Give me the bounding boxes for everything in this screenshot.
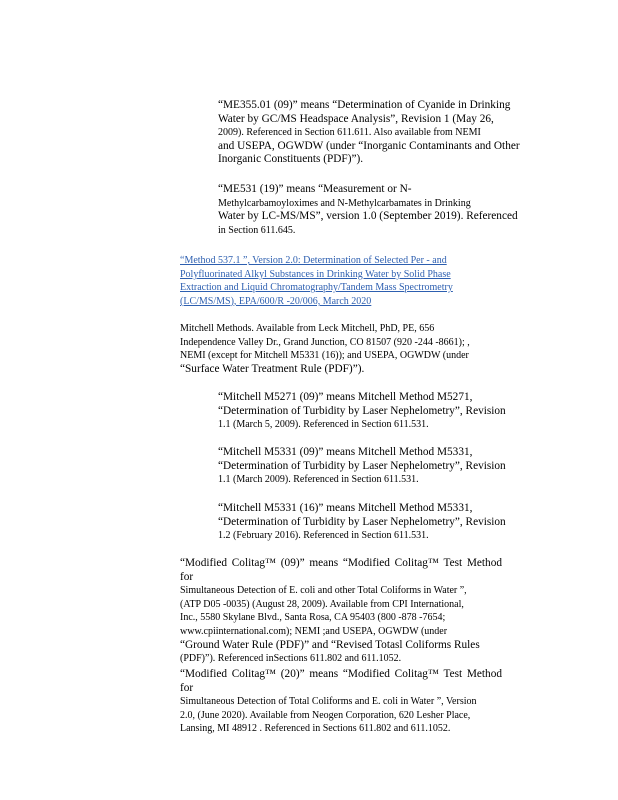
definition-mitchell-m5271 (218, 391, 538, 432)
text-line: Inorganic Constituents (PDF)”). (218, 153, 364, 166)
text-line: 1.1 (March 5, 2009). Referenced in Section 611.531. (218, 419, 429, 431)
text-line: 2009). Referenced in Section 611.611. Also available from NEMI (218, 127, 481, 139)
text-line: Extraction and Liquid Chromatography/Tandem Mass Spectrometry (180, 282, 453, 294)
text-line: Methylcarbamoyloximes and N-Methylcarbamates in Drinking (218, 197, 471, 209)
text-line: (ATP D05 -0035) (August 28, 2009). Available from CPI International, (180, 598, 464, 610)
text-line: “Modified Colitag™ (09)” means “Modified Colitag™ Test Method for (180, 557, 502, 583)
text-line: 1.2 (February 2016). Referenced in Section 611.531. (218, 530, 429, 542)
text-line: NEMI (except for Mitchell M5331 (16)); and USEPA, OGWDW (under (180, 350, 469, 362)
text-line: “Mitchell M5331 (16)” means Mitchell Method M5331, (218, 502, 473, 514)
text-line: “ME531 (19)” means “Measurement or N- (218, 183, 412, 195)
text-line: www.cpiinternational.com); NEMI ;and USEPA, OGWDW (under (180, 625, 448, 637)
text-line: in Section 611.645. (218, 224, 296, 236)
text-line: “Determination of Turbidity by Laser Nephelometry”, Revision (218, 515, 506, 528)
text-line: “Determination of Turbidity by Laser Nephelometry”, Revision (218, 404, 506, 417)
definition-modified-colitag-09 (180, 557, 502, 666)
definition-mitchell-m5331-09 (218, 446, 538, 487)
text-line: “Mitchell M5331 (09)” means Mitchell Method M5331, (218, 446, 473, 458)
definition-mitchell-m5331-16 (218, 502, 538, 543)
text-line: Inc., 5580 Skylane Blvd., Santa Rosa, CA 95403 (800 -878 -7654; (180, 612, 446, 624)
text-line: Mitchell Methods. Available from Leck Mitchell, PhD, PE, 656 (180, 323, 435, 334)
definition-mitchell-methods (180, 322, 502, 376)
text-line: “Surface Water Treatment Rule (PDF)”). (180, 362, 365, 375)
method-537-link[interactable] (180, 254, 502, 308)
text-line: (PDF)”). Referenced inSections 611.802 and 611.1052. (180, 653, 402, 665)
text-line: 2.0, (June 2020). Available from Neogen Corporation, 620 Lesher Place, (180, 709, 471, 721)
text-line: (LC/MS/MS), EPA/600/R -20/006, March 2020 (180, 295, 372, 307)
text-line: Lansing, MI 48912 . Referenced in Sections 611.802 and 611.1052. (180, 723, 451, 735)
text-line: Simultaneous Detection of E. coli and other Total Coliforms in Water ”, (180, 585, 467, 597)
text-line: Water by GC/MS Headspace Analysis”, Revision 1 (May 26, (218, 112, 494, 125)
text-line: and USEPA, OGWDW (under “Inorganic Contaminants and Other (218, 139, 520, 152)
text-line: 1.1 (March 2009). Referenced in Section 611.531. (218, 474, 419, 486)
text-line: “Mitchell M5271 (09)” means Mitchell Method M5271, (218, 391, 473, 403)
text-line: Simultaneous Detection of Total Coliforms and E. coli in Water ”, Version (180, 696, 477, 708)
text-line: “Modified Colitag™ (20)” means “Modified Colitag™ Test Method for (180, 668, 502, 694)
text-line: Polyfluorinated Alkyl Substances in Drinking Water by Solid Phase (180, 268, 451, 280)
definition-me531 (218, 183, 538, 237)
text-line: “ME355.01 (09)” means “Determination of Cyanide in Drinking (218, 99, 511, 111)
definition-me355 (218, 99, 538, 167)
definition-modified-colitag-20 (180, 668, 502, 736)
text-line: “Determination of Turbidity by Laser Nephelometry”, Revision (218, 459, 506, 472)
text-line: Water by LC-MS/MS”, version 1.0 (September 2019). Referenced (218, 210, 518, 223)
text-line: Independence Valley Dr., Grand Junction, CO 81507 (920 -244 -8661); , (180, 336, 470, 348)
text-line: “Ground Water Rule (PDF)” and “Revised Totasl Coliforms Rules (180, 638, 480, 651)
text-line: “Method 537.1 ”, Version 2.0: Determination of Selected Per - and (180, 255, 447, 266)
